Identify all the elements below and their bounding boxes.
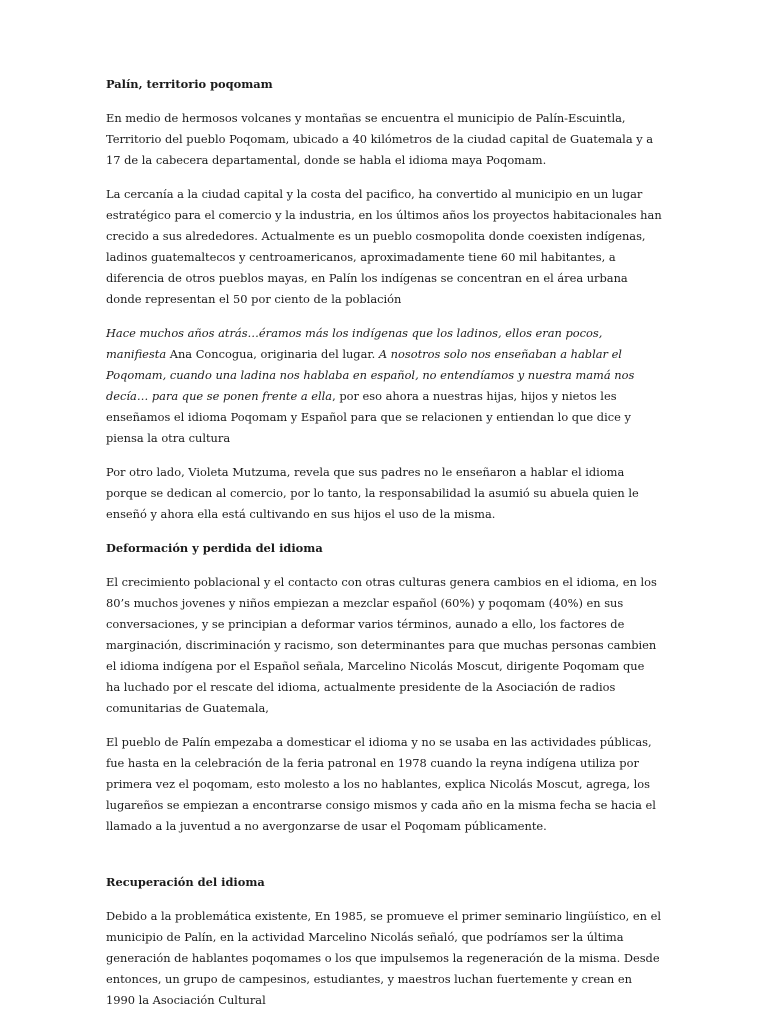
section-title-deformacion: Deformación y perdida del idioma [106, 541, 323, 555]
paragraph-seminario: Debido a la problemática existente, En 1985, se promueve el primer seminario lingüístico, en el municipio de Palín, en la actividad Marcelino Nicolás señaló, que podríamos ser la última generación de hablantes poqomames o los que impulsemos la regeneración de la misma. Desde entonces, un grupo de campesinos, estudiantes, y maestros luchan fuertemente y crean en 1990 la Asociación Cultural [106, 909, 661, 1007]
quote-normal-1: Ana Concogua, originaria del lugar. [166, 347, 379, 361]
paragraph-intro: En medio de hermosos volcanes y montañas se encuentra el municipio de Palín-Escuintla, Territorio del pueblo Poqomam, ubicado a 40 kilómetros de la ciudad capital de Guatemala y a 17 de la cabecera departamental, donde se habla el idioma maya Poqomam. [106, 111, 654, 167]
paragraph-cercania: La cercanía a la ciudad capital y la costa del pacifico, ha convertido al municipio en un lugar estratégico para el comercio y la industria, en los últimos años los proyectos habitacionales han crecido a sus alrededores. Actualmente es un pueblo cosmopolita donde coexisten indígenas, ladinos guatemaltecos y centroamericanos, aproximadamente tiene 60 mil habitantes, a diferencia de otros pueblos mayas, en Palín los indígenas se concentran en el área urbana donde representan el 50 por ciento de la población [106, 187, 662, 306]
section-title-recuperacion: Recuperación del idioma [106, 875, 265, 889]
quote-italic-1: Hace muchos años atrás…éramos más los indígenas que los ladinos, ellos eran pocos, manifiesta [106, 326, 603, 361]
paragraph-testimonio-concogua [106, 323, 662, 449]
paragraph-domesticar: El pueblo de Palín empezaba a domesticar el idioma y no se usaba en las actividades públicas, fue hasta en la celebración de la feria patronal en 1978 cuando la reyna indígena utiliza por primera vez el poqomam, esto molesto a los no hablantes, explica Nicolás Moscut, agrega, los lugareños se empiezan a encontrarse consigo mismos y cada año en la misma fecha se hacia el llamado a la juventud a no avergonzarse de usar el Poqomam públicamente. [106, 735, 656, 833]
blank-line [106, 850, 662, 872]
section-title-palin: Palín, territorio poqomam [106, 77, 273, 91]
paragraph-crecimiento: El crecimiento poblacional y el contacto con otras culturas genera cambios en el idioma, en los 80’s muchos jovenes y niños empiezan a mezclar español (60%) y poqomam (40%) en sus conversaciones, y se principian a deformar varios términos, aunado a ello, los factores de marginación, discriminación y racismo, son determinantes para que muchas personas cambien el idioma indígena por el Español señala, Marcelino Nicolás Moscut, dirigente Poqomam que ha luchado por el rescate del idioma, actualmente presidente de la Asociación de radios comunitarias de Guatemala, [106, 575, 657, 715]
document-page [106, 74, 662, 1024]
quote-italic-2: A nosotros solo nos enseñaban a hablar el Poqomam, cuando una ladina nos hablaba en español, no entendíamos y nuestra mamá nos decía… para que se ponen frente a ella [106, 347, 635, 403]
paragraph-mutzuma: Por otro lado, Violeta Mutzuma, revela que sus padres no le enseñaron a hablar el idioma porque se dedican al comercio, por lo tanto, la responsabilidad la asumió su abuela quien le enseñó y ahora ella está cultivando en sus hijos el uso de la misma. [106, 465, 639, 521]
quote-normal-2: , por eso ahora a nuestras hijas, hijos y nietos les enseñamos el idioma Poqomam y Español para que se relacionen y entiendan lo que dice y piensa la otra cultura [106, 389, 631, 445]
